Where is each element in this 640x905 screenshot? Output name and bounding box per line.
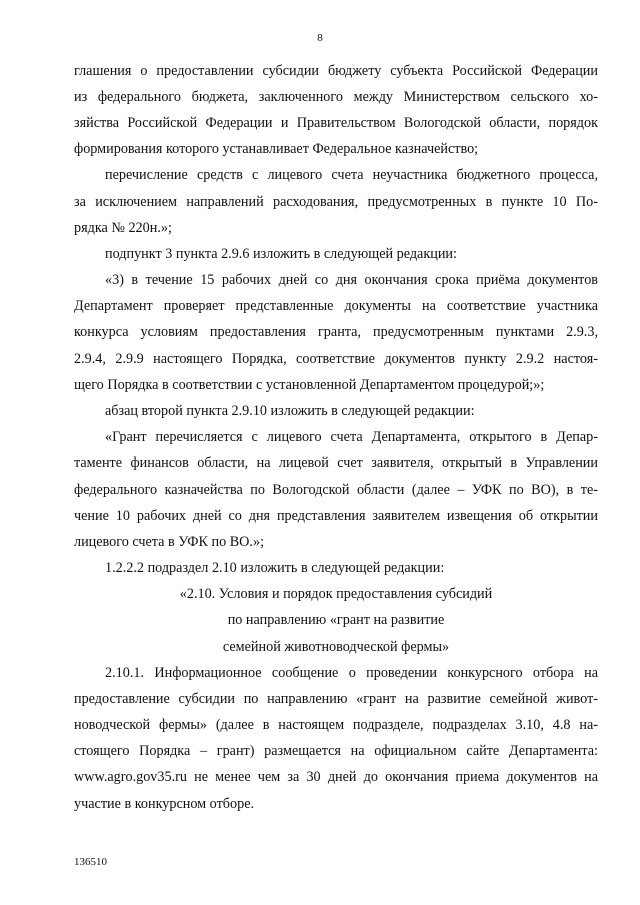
text-line: 2.10.1. Информационное сообщение о проведении конкурсного отбора на [105,665,598,681]
text-line: из федерального бюджета, заключенного между Министерством сельского хо- [74,89,598,105]
text-line: 1.2.2.2 подраздел 2.10 изложить в следующей редакции: [105,560,445,576]
text-line: абзац второй пункта 2.9.10 изложить в следующей редакции: [105,403,475,419]
text-line: федерального казначейства по Вологодской области (далее – УФК по ВО), в те- [74,482,598,498]
document-code: 136510 [74,856,107,868]
text-line: предоставление субсидии по направлению «грант на развитие семейной живот- [74,691,598,707]
text-line: рядка № 220н.»; [74,220,172,236]
text-line: лицевого счета в УФК по ВО.»; [74,534,265,550]
text-line: 2.9.4, 2.9.9 настоящего Порядка, соответствие документов пункту 2.9.2 настоя- [74,351,598,367]
text-line: глашения о предоставлении субсидии бюджету субъекта Российской Федерации [74,63,598,79]
page-number: 8 [317,32,323,44]
section-heading-line: по направлению «грант на развитие [227,612,445,628]
text-line: перечисление средств с лицевого счета неучастника бюджетного процесса, [105,167,598,183]
text-line: участие в конкурсном отборе. [74,796,255,812]
text-line: конкурса условиям предоставления гранта, предусмотренным пунктами 2.9.3, [74,324,598,340]
text-line: за исключением направлений расходования, предусмотренных в пункте 10 По- [74,194,598,210]
text-line: щего Порядка в соответствии с установленной Департаментом процедурой;»; [74,377,545,393]
text-line: подпункт 3 пункта 2.9.6 изложить в следующей редакции: [105,246,457,262]
text-line: формирования которого устанавливает Федеральное казначейство; [74,141,479,157]
section-heading-line: семейной животноводческой фермы» [222,639,450,655]
text-line: стоящего Порядка – грант) размещается на официальном сайте Департамента: [74,743,598,759]
section-heading-line: «2.10. Условия и порядок предоставления субсидий [179,586,493,602]
text-line: чение 10 рабочих дней со дня представления заявителем извещения об открытии [74,508,598,524]
text-line: «Грант перечисляется с лицевого счета Департамента, открытого в Депар- [105,429,598,445]
text-line: www.agro.gov35.ru не менее чем за 30 дней до окончания приема документов на [74,769,598,785]
text-line: таменте финансов области, на лицевой счет заявителя, открытый в Управлении [74,455,598,471]
text-line: Департамент проверяет представленные документы на соответствие участника [74,298,598,314]
text-line: зяйства Российской Федерации и Правительством Вологодской области, порядок [74,115,598,131]
text-line: «3) в течение 15 рабочих дней со дня окончания срока приёма документов [105,272,598,288]
text-line: новодческой фермы» (далее в настоящем подразделе, подразделах 3.10, 4.8 на- [74,717,598,733]
